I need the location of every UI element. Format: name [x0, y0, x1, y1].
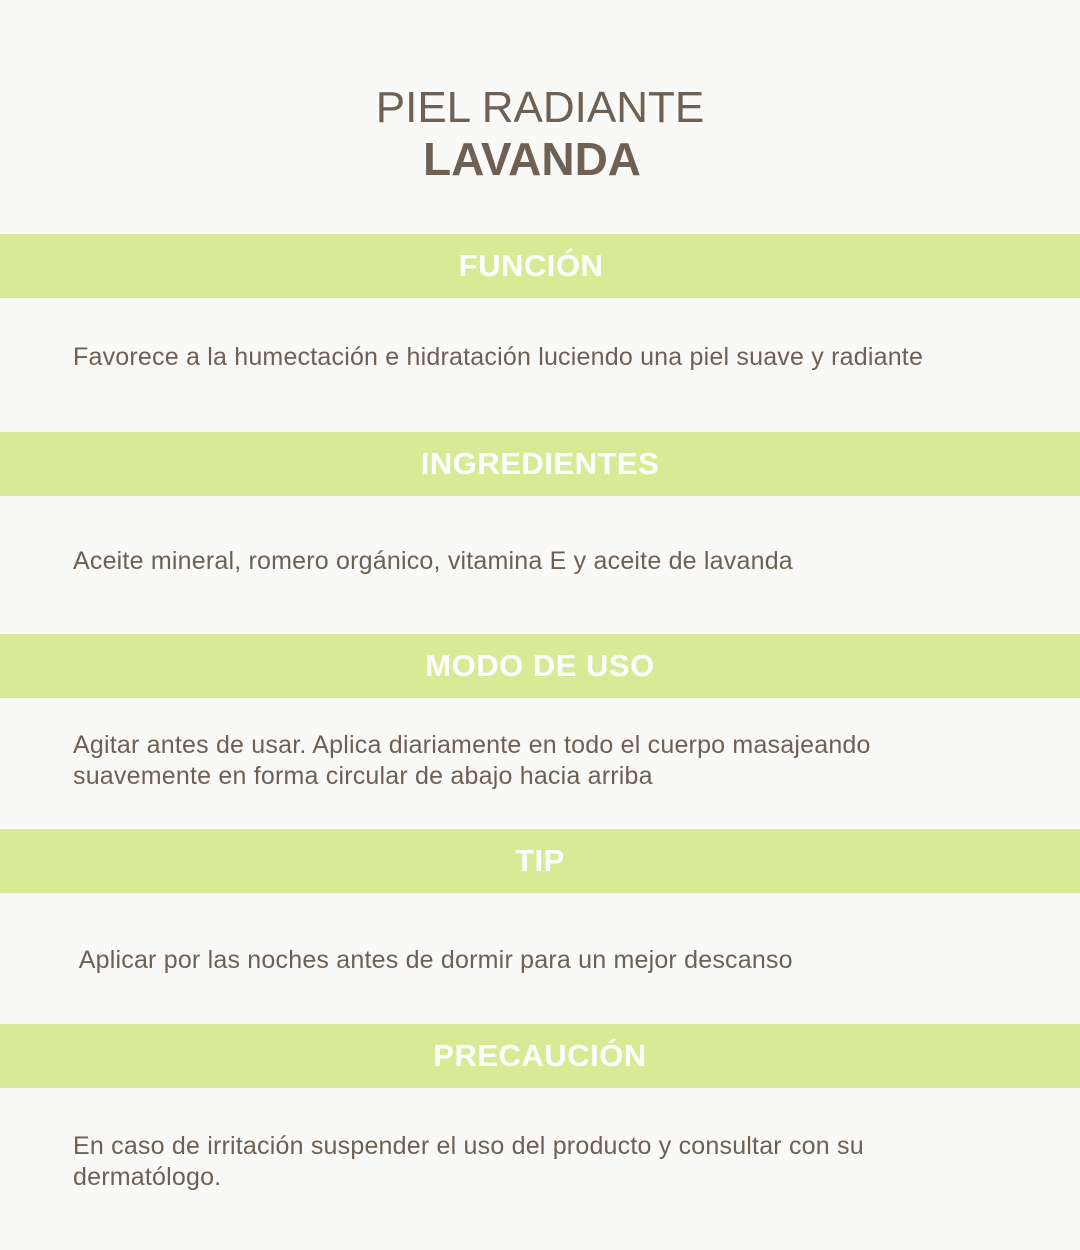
section-heading-modo-de-uso: MODO DE USO — [425, 648, 655, 683]
section-band-funcion — [0, 234, 1080, 298]
section-heading-funcion: FUNCIÓN — [458, 248, 604, 283]
section-band-modo-de-uso — [0, 634, 1080, 698]
section-text-ingredientes: Aceite mineral, romero orgánico, vitamina E y aceite de lavanda — [73, 547, 793, 575]
section-text-modo-de-uso: Agitar antes de usar. Aplica diariamente en todo el cuerpo masajeando suavemente en forma circular de abajo hacia arriba — [73, 731, 871, 790]
section-heading-precaucion: PRECAUCIÓN — [433, 1038, 647, 1073]
section-band-precaucion — [0, 1024, 1080, 1088]
section-text-tip: Aplicar por las noches antes de dormir para un mejor descanso — [73, 946, 793, 974]
section-heading-tip: TIP — [515, 843, 565, 878]
section-text-precaucion: En caso de irritación suspender el uso del producto y consultar con su dermatólogo. — [73, 1132, 864, 1191]
section-band-ingredientes — [0, 432, 1080, 496]
section-band-tip — [0, 829, 1080, 893]
product-title-line2: LAVANDA — [422, 133, 642, 185]
product-title-line1: PIEL RADIANTE — [375, 83, 705, 132]
section-heading-ingredientes: INGREDIENTES — [420, 446, 660, 481]
section-text-funcion: Favorece a la humectación e hidratación luciendo una piel suave y radiante — [73, 343, 924, 371]
